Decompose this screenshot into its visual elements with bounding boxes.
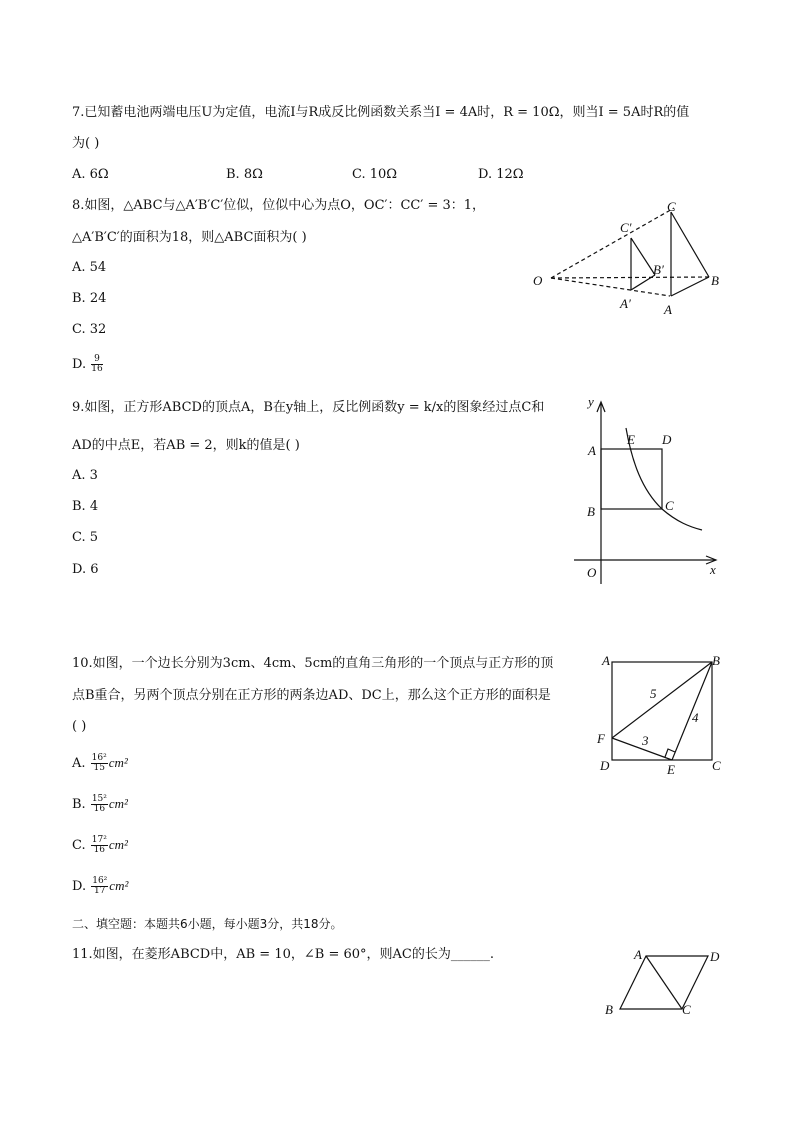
q10-option-a-fraction — [91, 754, 108, 773]
q10-b-den: 16 — [93, 804, 106, 814]
q8-label-a: A — [664, 302, 672, 317]
q10-option-b-letter: B. — [72, 797, 86, 812]
q9-option-a: A. 3 — [72, 468, 98, 483]
q10-option-b-fraction — [91, 795, 108, 814]
q10-option-c-letter: C. — [72, 838, 86, 853]
q10-option-d-fraction — [91, 877, 108, 896]
q10-option-c-fraction — [91, 836, 108, 855]
q8-option-d-letter: D. — [72, 357, 87, 372]
q10-label-d: D — [600, 758, 610, 773]
q10-figure — [592, 650, 732, 778]
q7-stem-cont: 为( ) — [72, 136, 100, 151]
q9-label-x: x — [710, 562, 716, 577]
q10-option-a — [72, 754, 128, 773]
q10-d-unit: cm² — [109, 878, 129, 893]
q8-option-a: A. 54 — [72, 260, 107, 275]
q10-c-den: 16 — [93, 845, 106, 855]
q10-b-num: 15² — [91, 794, 107, 804]
q8-frac-den: 16 — [91, 364, 103, 374]
q10-label-c: C — [712, 758, 721, 773]
q9-label-y: y — [588, 394, 594, 409]
q10-d-den: 17 — [94, 886, 106, 896]
q10-label-f: F — [597, 731, 605, 746]
q11-label-a: A — [634, 947, 642, 962]
q9-label-c: C — [665, 498, 674, 513]
q11-label-b: B — [605, 1002, 613, 1017]
q10-option-d — [72, 877, 128, 896]
q11-stem: 11.如图，在菱形ABCD中，AB = 10，∠B = 60°，则AC的长为______. — [72, 947, 494, 962]
q10-side-4: 4 — [692, 710, 699, 725]
q7-option-c: C. 10Ω — [352, 167, 398, 182]
q10-a-den: 15 — [93, 763, 105, 773]
q8-option-c: C. 32 — [72, 322, 107, 337]
q10-d-num: 16² — [92, 876, 108, 886]
q10-option-d-letter: D. — [72, 879, 87, 894]
q8-stem-cont: △A′B′C′的面积为18，则△ABC面积为( ) — [72, 230, 307, 245]
q9-option-c: C. 5 — [72, 530, 99, 545]
q8-label-c: C — [667, 199, 676, 214]
q9-label-d: D — [662, 432, 672, 447]
q10-option-a-letter: A. — [72, 756, 86, 771]
q8-label-c1: C′ — [620, 220, 632, 235]
q11-label-c: C — [682, 1002, 691, 1017]
q10-side-5: 5 — [650, 686, 657, 701]
section-2-heading: 二、填空题：本题共6小题，每小题3分，共18分。 — [72, 917, 343, 931]
q8-label-b1: B′ — [653, 262, 664, 277]
q8-option-d — [72, 355, 104, 374]
q10-a-unit: cm² — [108, 755, 128, 770]
q10-c-num: 17² — [91, 835, 107, 845]
q8-option-d-fraction — [91, 355, 102, 374]
q7-option-a: A. 6Ω — [72, 167, 109, 182]
q10-option-c — [72, 836, 128, 855]
q10-option-b — [72, 795, 128, 814]
q10-label-b: B — [712, 653, 720, 668]
q8-figure — [528, 198, 728, 320]
q10-stem: 10.如图，一个边长分别为3cm、4cm、5cm的直角三角形的一个顶点与正方形的顶 — [72, 656, 554, 671]
q11-figure — [598, 944, 728, 1020]
q8-stem: 8.如图，△ABC与△A′B′C′位似，位似中心为点O，OC′：CC′ = 3：1， — [72, 198, 486, 213]
q9-option-d: D. 6 — [72, 562, 99, 577]
q7-stem: 7.已知蓄电池两端电压U为定值，电流I与R成反比例函数关系当I = 4A时，R = 10Ω，则当I = 5A时R的值 — [72, 105, 690, 120]
q9-label-b: B — [587, 504, 595, 519]
q10-label-e: E — [667, 762, 675, 777]
q9-label-o: O — [587, 565, 597, 580]
q10-c-unit: cm² — [108, 837, 128, 852]
q10-label-a: A — [602, 653, 610, 668]
q7-option-d: D. 12Ω — [478, 167, 524, 182]
q7-option-b: B. 8Ω — [226, 167, 263, 182]
q9-option-b: B. 4 — [72, 499, 99, 514]
q8-label-b: B — [711, 273, 719, 288]
q10-side-3: 3 — [642, 733, 649, 748]
q10-a-num: 16² — [91, 753, 107, 763]
q8-frac-num: 9 — [91, 355, 102, 365]
q8-label-o: O — [533, 273, 543, 288]
q9-figure — [572, 392, 732, 588]
q11-label-d: D — [710, 949, 720, 964]
q9-stem: 9.如图，正方形ABCD的顶点A，B在y轴上，反比例函数y = k/x的图象经过点C和 — [72, 400, 545, 415]
q10-stem-cont2: ( ) — [72, 719, 87, 734]
q9-label-e: E — [627, 432, 635, 447]
q8-option-b: B. 24 — [72, 291, 107, 306]
q10-stem-cont: 点B重合，另两个顶点分别在正方形的两条边AD、DC上，那么这个正方形的面积是 — [72, 688, 551, 703]
q9-stem-cont: AD的中点E，若AB = 2，则k的值是( ) — [72, 438, 300, 453]
q10-b-unit: cm² — [108, 796, 128, 811]
q9-label-a: A — [588, 443, 596, 458]
q8-label-a1: A′ — [620, 296, 631, 311]
